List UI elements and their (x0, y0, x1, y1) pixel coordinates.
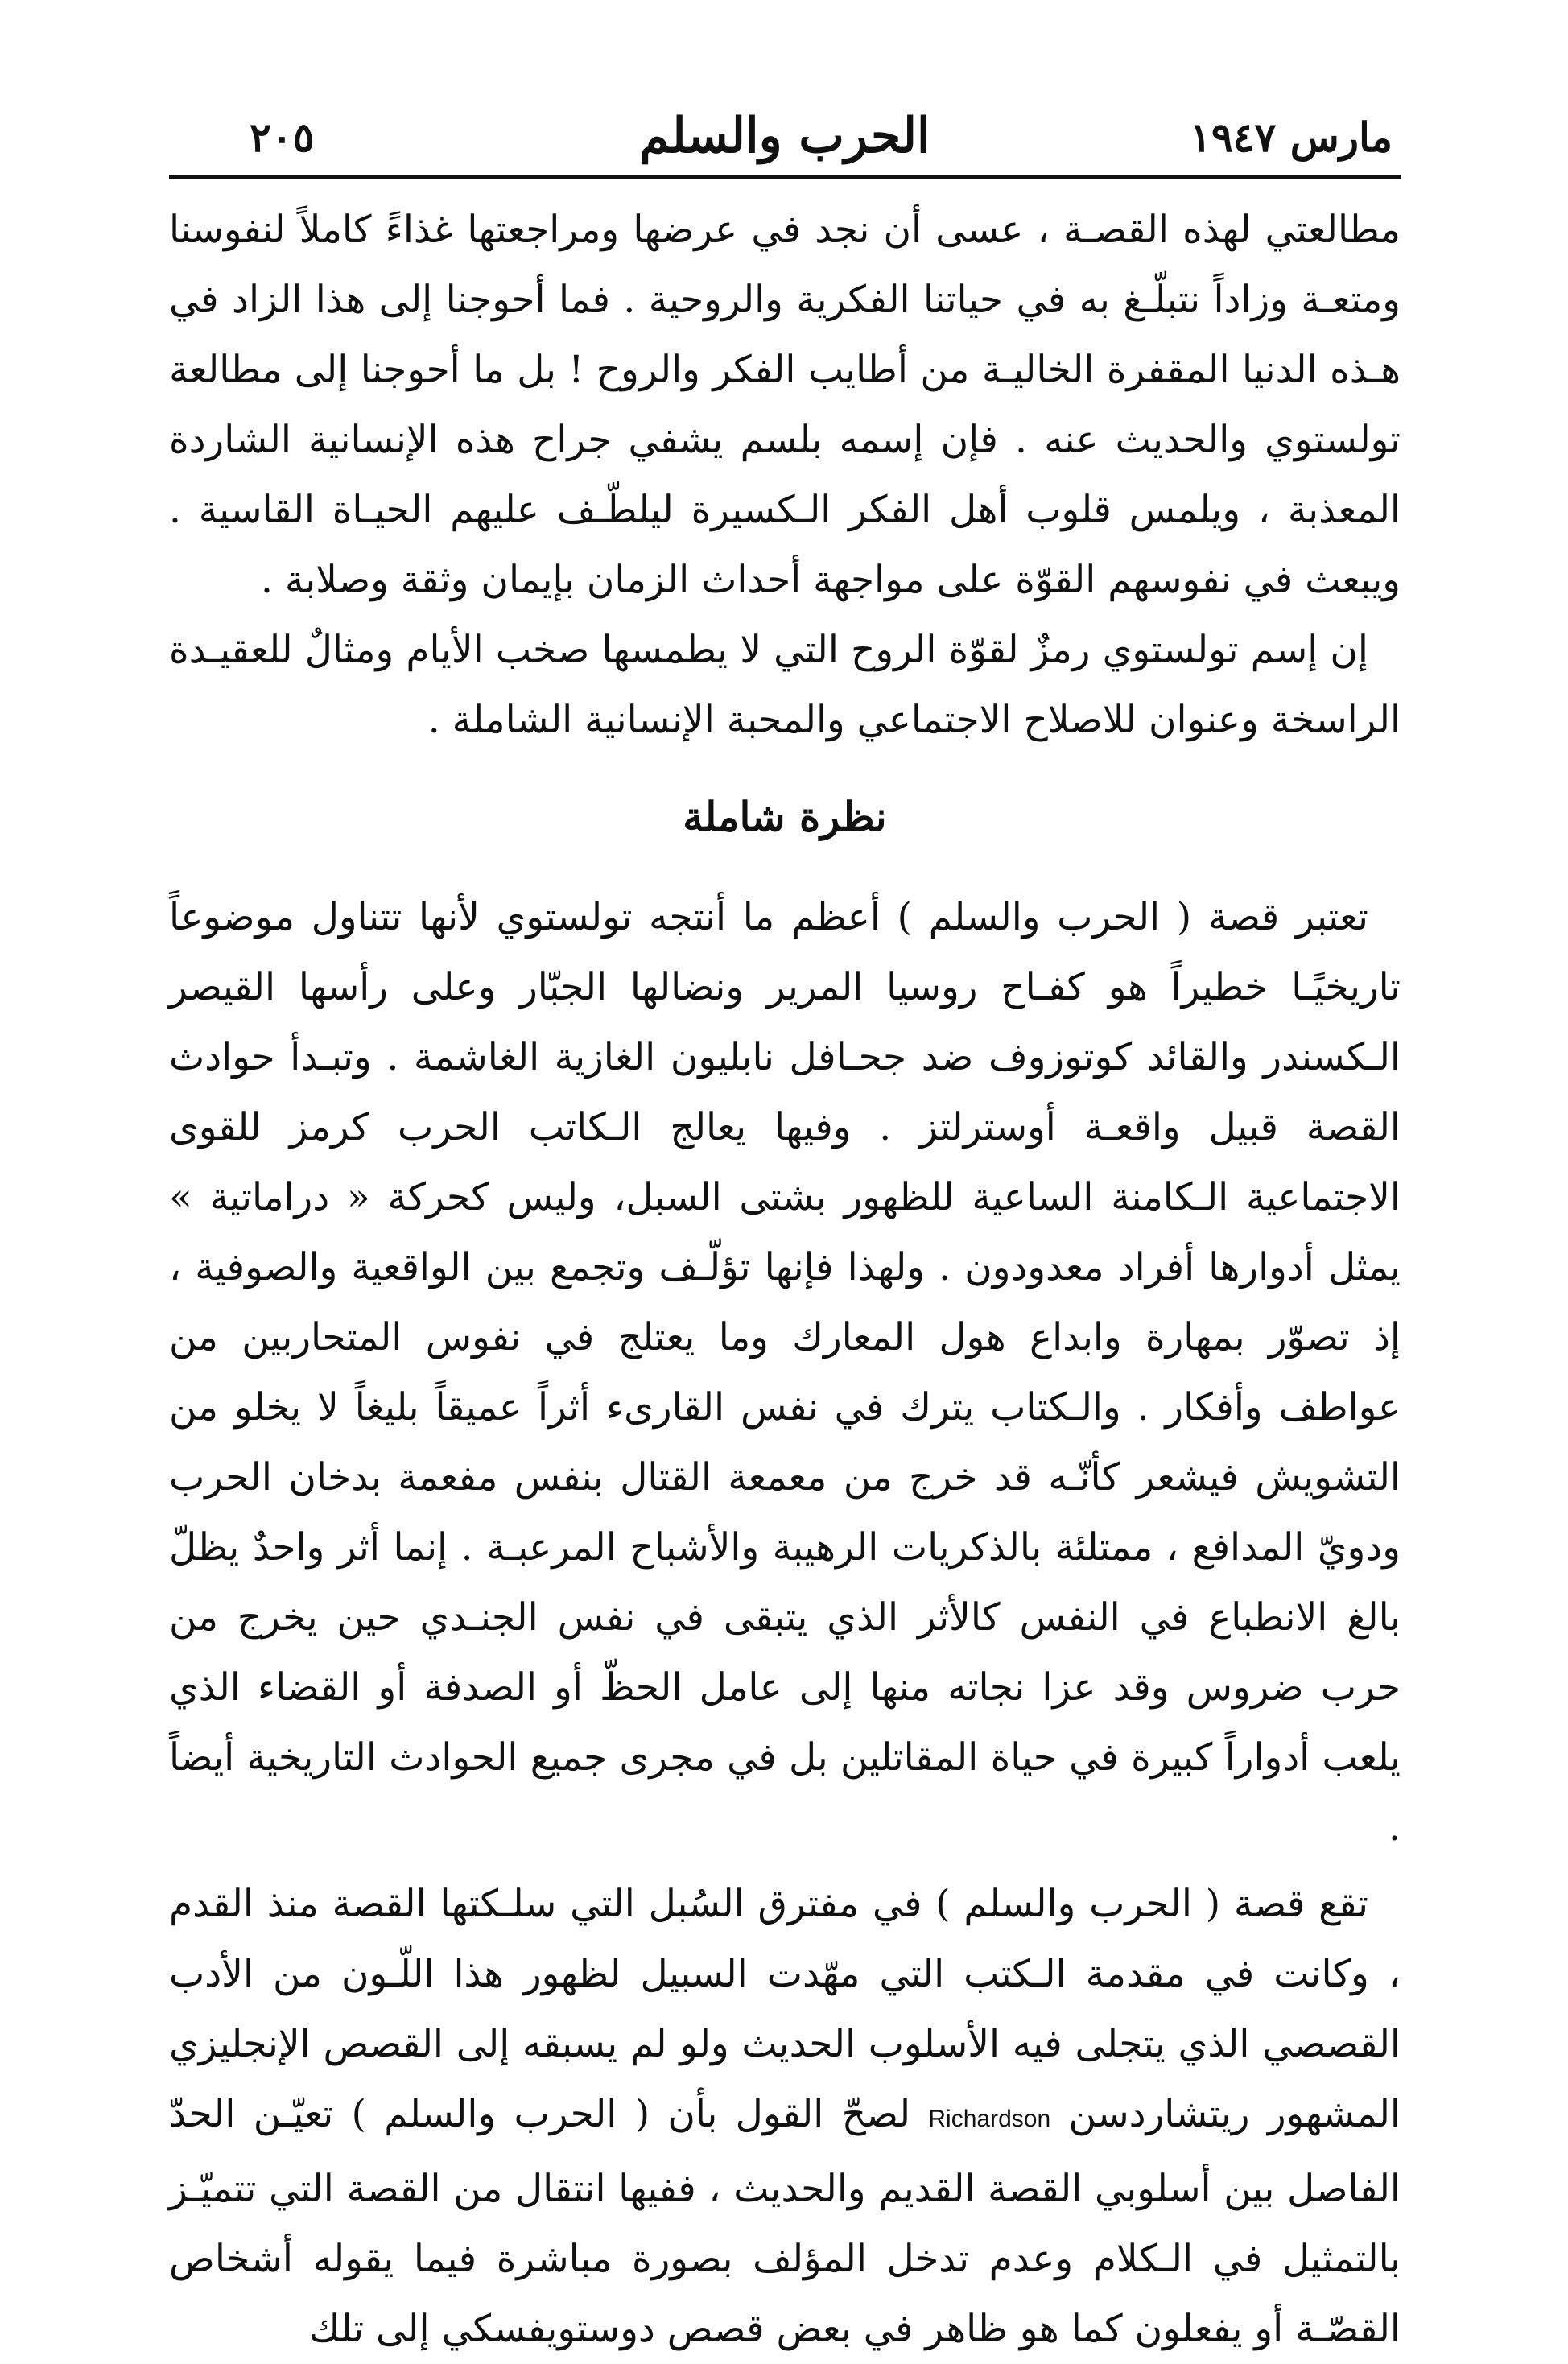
page-number: ٢٠٥ (250, 113, 315, 161)
header-title: الحرب والسلم (639, 108, 930, 164)
book-page (169, 72, 1401, 2351)
section-paragraph-2-end: لصحّ القول بأن ( الحرب والسلم ) تعيّـن الحدّ الفاصل بين أسلوبي القصة القديم والحديث ، ففيها انتقال من القصة التي تتميّـز بالتمثيل في الـكلام وعدم تدخل المؤلف بصورة مباشرة فيما يقوله أشخاص القصّـة أو يفعلون كما هو ظاهر في بعض قصص دوستويفسكي إلى تلك (169, 2092, 1401, 2351)
paragraph-gap (169, 1863, 1401, 1869)
header-date: مارس ١٩٤٧ (1189, 113, 1393, 161)
header-rule (169, 175, 1401, 179)
section-paragraph-2 (169, 1869, 1401, 2364)
running-header (169, 72, 1401, 171)
latin-name-richardson: Richardson (928, 2106, 1051, 2132)
intro-paragraph-1: مطالعتي لهذه القصـة ، عسى أن نجد في عرضها ومراجعتها غذاءً كاملاً لنفوسنا ومتعـة وزاداً نتبلّـغ به في حياتنا الفكرية والروحية . فما أحوجنا إلى هذا الزاد في هـذه الدنيا المقفرة الخاليـة من أطايب الفكر والروح ! بل ما أحوجنا إلى مطالعة تولستوي والحديث عنه . فإن إسمه بلسم يشفي جراح هذه الإنسانية الشاردة المعذبة ، ويلمس قلوب أهل الفكر الـكسيرة ليلطّـف عليهم الحيـاة القاسية . ويبعث في نفوسهم القوّة على مواجهة أحداث الزمان بإيمان وثقة وصلابة . (169, 208, 1401, 602)
intro-paragraph-2: إن إسم تولستوي رمزٌ لقوّة الروح التي لا يطمسها صخب الأيام ومثالٌ للعقيـدة الراسخة وعنوان للاصلاح الاجتماعي والمحبة الإنسانية الشاملة . (169, 628, 1401, 742)
section-paragraph-2-start: تقع قصة ( الحرب والسلم ) في مفترق السُبل التي سلـكتها القصة منذ القدم ، وكانت في مقدمة الـكتب التي مهّدت السبيل لظهور هذا اللّـون من الأدب القصصي الذي يتجلى فيه الأسلوب الحديث ولو لم يسبقه إلى القصص الإنجليزي المشهور ريتشاردسن (169, 1882, 1401, 2136)
section-heading: نظرة شاملة (683, 793, 887, 840)
section-paragraph-1: تعتبر قصة ( الحرب والسلم ) أعظم ما أنتجه تولستوي لأنها تتناول موضوعاً تاريخيًـا خطيراً هو كفـاح روسيا المرير ونضالها الجبّار وعلى رأسها القيصر الـكسندر والقائد كوتوزوف ضد جحـافل نابليون الغازية الغاشمة . وتبـدأ حوادث القصة قبيل واقعـة أوسترلتز . وفيها يعالج الـكاتب الحرب كرمز للقوى الاجتماعية الـكامنة الساعية للظهور بشتى السبل، وليس كحركة « دراماتية » يمثل أدوارها أفراد معدودون . ولهذا فإنها تؤلّـف وتجمع بين الواقعية والصوفية ، إذ تصوّر بمهارة وابداع هول المعارك وما يعتلج في نفوس المتحاربين من عواطف وأفكار . والـكتاب يترك في نفس القارىء أثراً عميقاً بليغاً لا يخلو من التشويش فيشعر كأنّـه قد خرج من معمعة القتال بنفس مفعمة بدخان الحرب ودويّ المدافع ، ممتلئة بالذكريات الرهيبة والأشباح المرعبـة . إنما أثر واحدٌ يظلّ بالغ الانطباع في النفس كالأثر الذي يتبقى في نفس الجنـدي حين يخرج من حرب ضروس وقد عزا نجاته منها إلى عامل الحظّ أو الصدفة أو القضاء الذي يلعب أدواراً كبيرة في حياة المقاتلين بل في مجرى جميع الحوادث التاريخية أيضاً . (169, 895, 1401, 1850)
